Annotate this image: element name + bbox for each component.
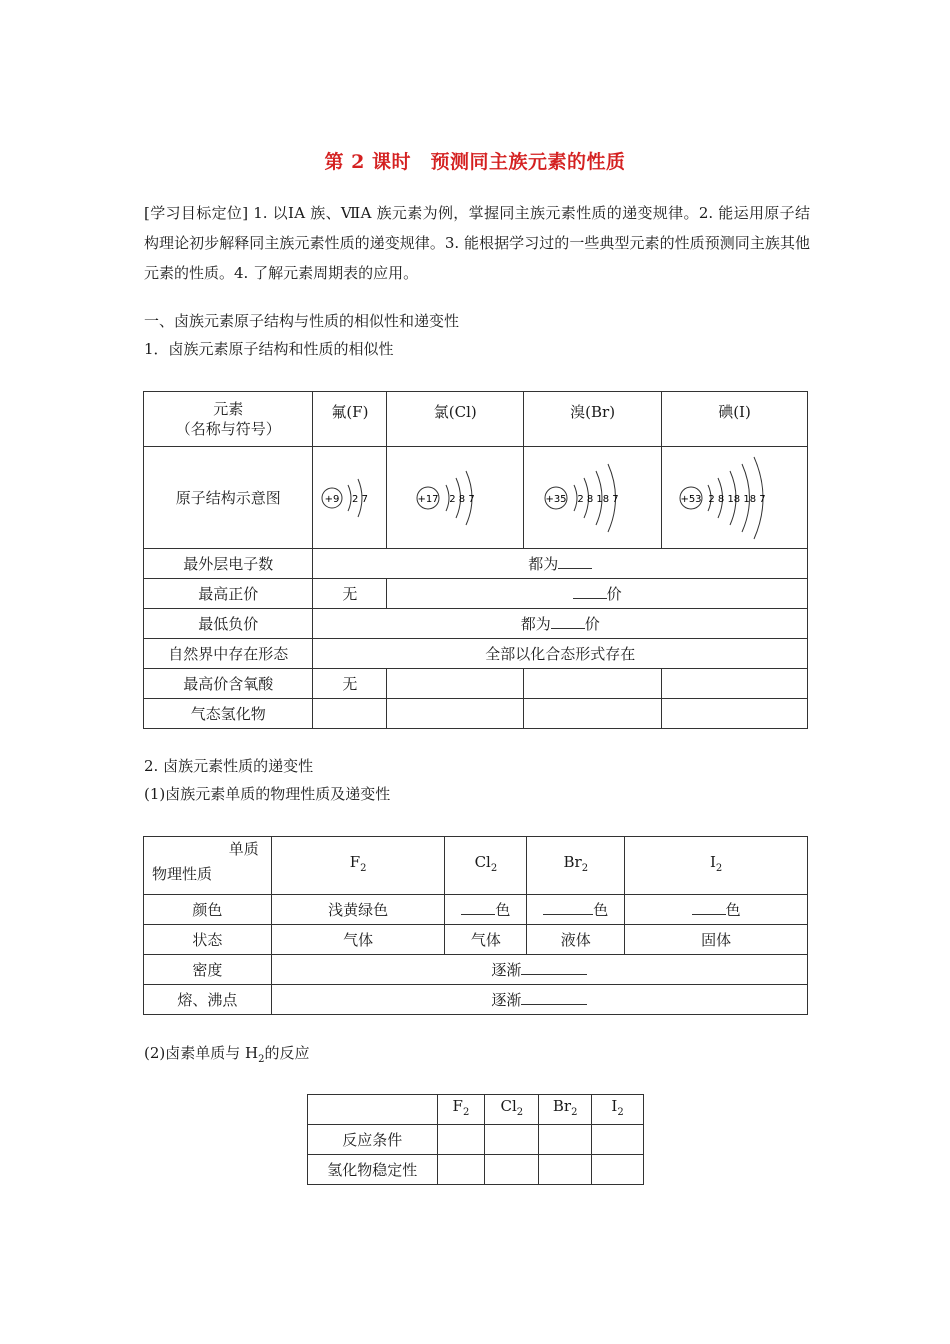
row-label-structure: 原子结构示意图 xyxy=(144,447,313,549)
shells-cl: 2 8 7 xyxy=(449,493,476,505)
corner-header: 单质 物理性质 xyxy=(144,837,272,895)
col3-i2: $I_2$ xyxy=(592,1095,644,1125)
color-i2: 色 xyxy=(625,895,808,925)
shells-f: 2 7 xyxy=(351,493,368,505)
row-label-hydride: 气态氢化物 xyxy=(144,699,313,729)
oxyacid-chlorine[interactable] xyxy=(387,669,524,699)
atom-diagram-iodine xyxy=(662,447,808,549)
density-value: 逐渐 xyxy=(271,955,807,985)
stability-i2[interactable] xyxy=(592,1155,644,1185)
nucleus-f: +9 xyxy=(324,493,340,505)
corner-empty xyxy=(308,1095,438,1125)
color-cl2: 色 xyxy=(445,895,527,925)
objectives-label: [学习目标定位] xyxy=(144,204,249,222)
blank-color-i2[interactable] xyxy=(692,900,726,915)
col-cl2: $Cl_2$ xyxy=(445,837,527,895)
condition-f2[interactable] xyxy=(437,1125,485,1155)
blank-color-cl2[interactable] xyxy=(461,900,495,915)
color-br2: 色 xyxy=(527,895,625,925)
halogen-structure-table xyxy=(143,391,808,729)
row-label-max-valence: 最高正价 xyxy=(144,579,313,609)
melting-value: 逐渐 xyxy=(271,985,807,1015)
atom-diagram-fluorine xyxy=(313,447,387,549)
nucleus-i: +53 xyxy=(679,493,702,505)
hydride-iodine[interactable] xyxy=(662,699,808,729)
blank-min-valence[interactable] xyxy=(551,614,585,629)
blank-color-br2[interactable] xyxy=(543,900,593,915)
hydride-bromine[interactable] xyxy=(524,699,662,729)
halogen-hydrogen-table xyxy=(307,1094,644,1185)
nucleus-br: +35 xyxy=(545,493,567,505)
stability-br2[interactable] xyxy=(539,1155,592,1185)
hydride-fluorine[interactable] xyxy=(313,699,387,729)
row-label-oxyacid: 最高价含氧酸 xyxy=(144,669,313,699)
atom-diagram-chlorine xyxy=(387,447,524,549)
state-i2: 固体 xyxy=(625,925,808,955)
condition-br2[interactable] xyxy=(539,1125,592,1155)
col-br2: $Br_2$ xyxy=(527,837,625,895)
row-label-color: 颜色 xyxy=(144,895,272,925)
nucleus-cl: +17 xyxy=(417,493,439,505)
header-chlorine: 氯(Cl) xyxy=(387,392,524,447)
hydride-chlorine[interactable] xyxy=(387,699,524,729)
learning-objectives xyxy=(144,198,810,288)
nature-value: 全部以化合态形式存在 xyxy=(313,639,808,669)
oxyacid-bromine[interactable] xyxy=(524,669,662,699)
blank-melting[interactable] xyxy=(521,990,587,1005)
outer-electrons-value: 都为 xyxy=(313,549,808,579)
col-i2: $I_2$ xyxy=(625,837,808,895)
row-label-nature: 自然界中存在形态 xyxy=(144,639,313,669)
row-label-state: 状态 xyxy=(144,925,272,955)
section1-heading: 一、卤族元素原子结构与性质的相似性和递变性 xyxy=(144,312,460,330)
row-label-outer-electrons: 最外层电子数 xyxy=(144,549,313,579)
max-valence-value: 价 xyxy=(387,579,808,609)
col-f2: $F_2$ xyxy=(271,837,445,895)
page-title: 第 2 课时 预测同主族元素的性质 xyxy=(324,151,626,173)
header-element: 元素 （名称与符号） xyxy=(144,392,313,447)
state-br2: 液体 xyxy=(527,925,625,955)
stability-f2[interactable] xyxy=(437,1155,485,1185)
col3-cl2: $Cl_2$ xyxy=(485,1095,539,1125)
row-label-min-valence: 最低负价 xyxy=(144,609,313,639)
row-label-stability: 氢化物稳定性 xyxy=(308,1155,438,1185)
section2-sub1: (1)卤族元素单质的物理性质及递变性 xyxy=(144,785,391,803)
max-valence-fluorine: 无 xyxy=(313,579,387,609)
oxyacid-iodine[interactable] xyxy=(662,669,808,699)
section1-sub1: 1．卤族元素原子结构和性质的相似性 xyxy=(144,340,394,358)
col3-f2: $F_2$ xyxy=(437,1095,485,1125)
shells-i: 2 8 18 18 7 xyxy=(707,493,766,505)
min-valence-value: 都为 价 xyxy=(313,609,808,639)
col3-br2: $Br_2$ xyxy=(539,1095,592,1125)
state-cl2: 气体 xyxy=(445,925,527,955)
row-label-condition: 反应条件 xyxy=(308,1125,438,1155)
oxyacid-fluorine: 无 xyxy=(313,669,387,699)
row-label-density: 密度 xyxy=(144,955,272,985)
section2-sub2: (2)卤素单质与 $H_2$的反应 xyxy=(144,1044,310,1065)
row-label-melting: 熔、沸点 xyxy=(144,985,272,1015)
header-iodine: 碘(I) xyxy=(662,392,808,447)
blank-max-valence[interactable] xyxy=(573,584,607,599)
stability-cl2[interactable] xyxy=(485,1155,539,1185)
atom-diagram-bromine xyxy=(524,447,662,549)
state-f2: 气体 xyxy=(271,925,445,955)
section2-heading: 2. 卤族元素性质的递变性 xyxy=(144,757,314,775)
header-bromine: 溴(Br) xyxy=(524,392,662,447)
halogen-physical-table xyxy=(143,836,808,1015)
color-f2: 浅黄绿色 xyxy=(271,895,445,925)
condition-cl2[interactable] xyxy=(485,1125,539,1155)
shells-br: 2 8 18 7 xyxy=(576,493,619,505)
blank-outer-electrons[interactable] xyxy=(558,554,592,569)
condition-i2[interactable] xyxy=(592,1125,644,1155)
header-fluorine: 氟(F) xyxy=(313,392,387,447)
blank-density[interactable] xyxy=(521,960,587,975)
objectives-text: 1. 以ⅠA 族、ⅦA 族元素为例，掌握同主族元素性质的递变规律。2. 能运用原子结构理论初步解释同主族元素性质的递变规律。3. 能根据学习过的一些典型元素的性质预测同主族其他元素的性质。4. 了解元素周期表的应用。 xyxy=(144,204,810,282)
